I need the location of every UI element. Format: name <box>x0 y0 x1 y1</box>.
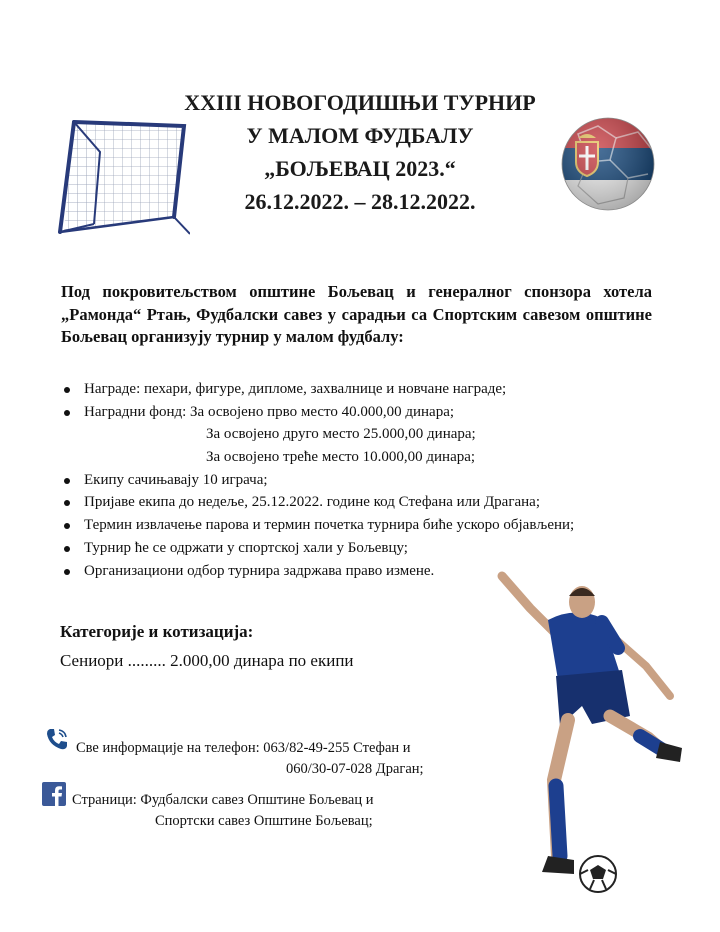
tournament-dates: 26.12.2022. – 28.12.2022. <box>244 189 476 214</box>
seniors-fee: Сениори ......... 2.000,00 динара по екипи <box>60 651 354 670</box>
bullet-icon <box>64 478 70 484</box>
prize-fund-text: Наградни фонд: За освојено прво место 40.000,00 динара; <box>84 403 455 420</box>
phone-info-line-1: Све информације на телефон: 063/82-49-255 Стефан и <box>76 740 411 756</box>
prize-third-text: За освојено треће место 10.000,00 динара; <box>206 449 476 466</box>
list-item <box>60 491 660 514</box>
list-item <box>60 514 660 537</box>
committee-text: Организациони одбор турнира задржава право измене. <box>84 562 435 579</box>
registration-text: Пријаве екипа до недеље, 25.12.2022. године код Стефана или Драгана; <box>84 494 540 511</box>
list-item <box>60 469 660 492</box>
list-item-continuation <box>60 446 660 469</box>
phone-info-line-2: 060/30-07-028 Драган; <box>286 761 424 777</box>
bullet-icon <box>64 410 70 416</box>
list-item <box>60 401 660 424</box>
venue-text: Турнир ће се одржати у спортској хали у Бољевцу; <box>84 539 408 556</box>
facebook-icon <box>42 782 66 806</box>
intro-paragraph: Под покровитељством општине Бољевац и генералног спонзора хотела „Рамонда“ Ртањ, Фудбалски савез у сарадњи са Спортским савезом општине Бољевац организују турнир у малом фудбалу: <box>61 282 652 346</box>
title-line-1: XXIII НОВОГОДИШЊИ ТУРНИР <box>184 90 536 115</box>
title-line-2: У МАЛОМ ФУДБАЛУ <box>246 123 474 148</box>
awards-text: Награде: пехари, фигуре, дипломе, захвалнице и новчане награде; <box>84 381 507 397</box>
bullet-icon <box>64 387 70 393</box>
bullet-icon <box>64 569 70 575</box>
phone-icon <box>44 726 70 752</box>
categories-heading: Категорије и котизација: <box>60 622 254 641</box>
info-list <box>60 378 660 582</box>
bullet-icon <box>64 523 70 529</box>
team-size-text: Екипу сачињавају 10 играча; <box>84 471 268 488</box>
football-player-image <box>470 556 700 906</box>
pages-info-line-1: Страници: Фудбалски савез Општине Бољевац и <box>72 792 374 808</box>
bullet-icon <box>64 546 70 552</box>
prize-second-text: За освојено друго место 25.000,00 динара; <box>206 426 476 443</box>
draw-schedule-text: Термин извлачење парова и термин почетка турнира биће ускоро објављени; <box>84 517 575 534</box>
bullet-icon <box>64 500 70 506</box>
list-item <box>60 378 660 401</box>
pages-info-line-2: Спортски савез Општине Бољевац; <box>155 813 373 829</box>
list-item-continuation <box>60 423 660 446</box>
title-line-3: „БОЉЕВАЦ 2023.“ <box>264 156 456 181</box>
